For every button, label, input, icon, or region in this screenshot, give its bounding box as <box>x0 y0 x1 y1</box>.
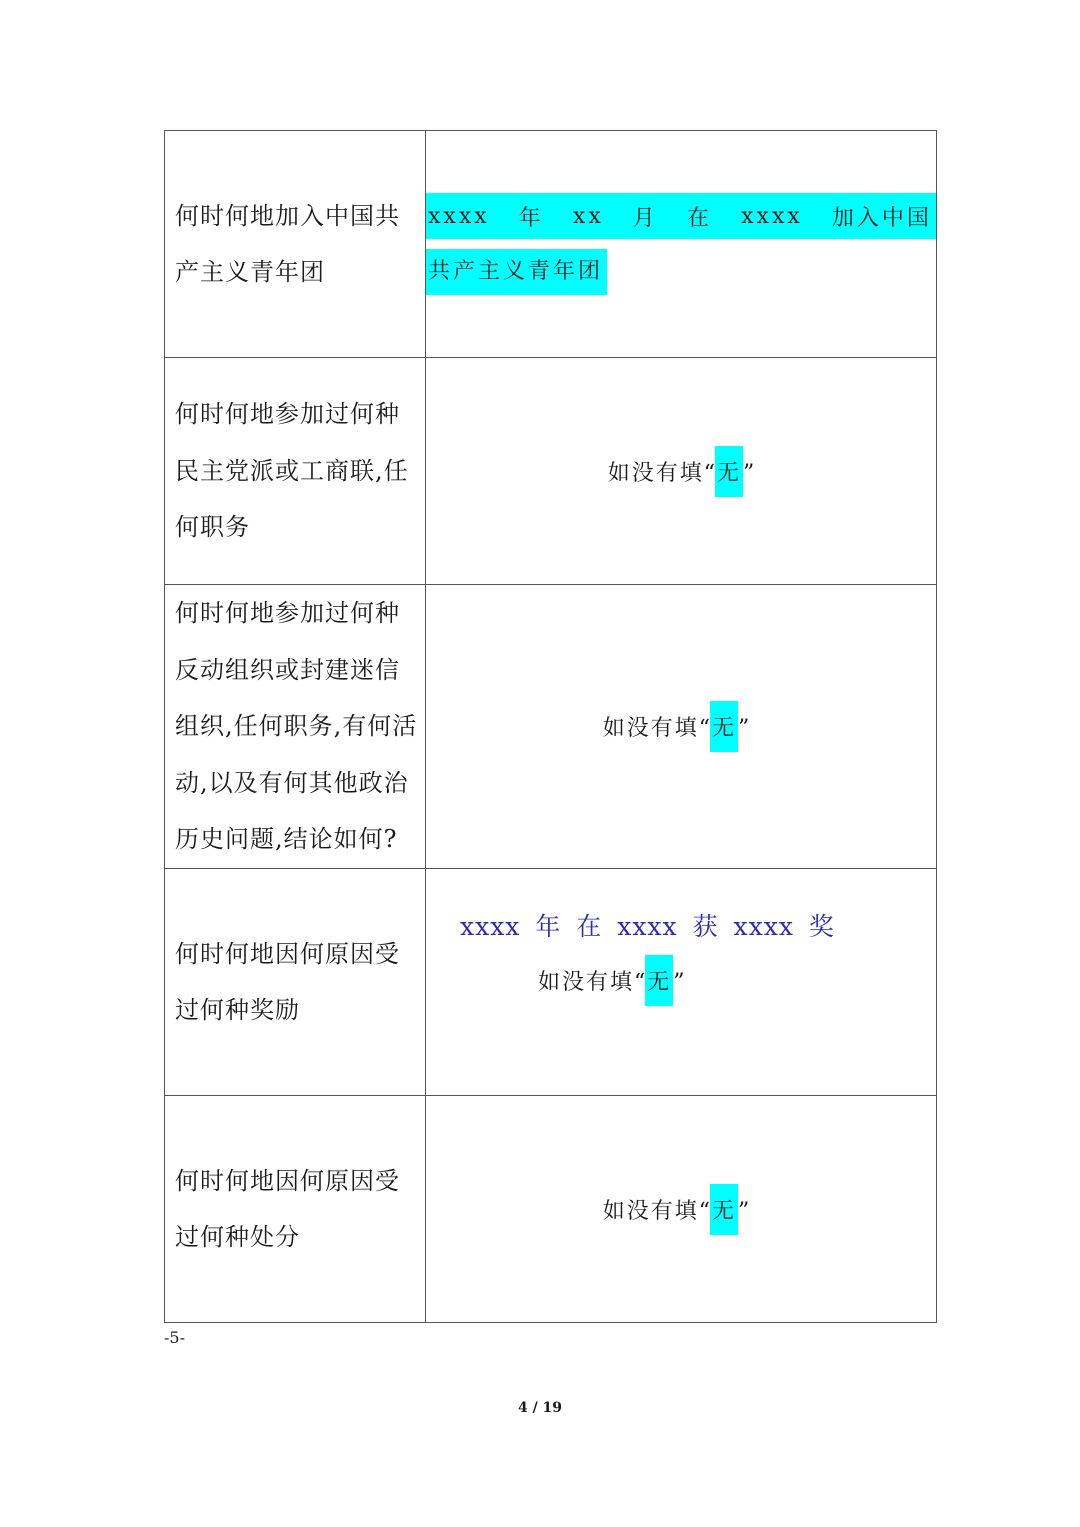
highlighted-none: 无 <box>645 955 673 1006</box>
highlighted-none: 无 <box>715 446 743 497</box>
row-value-punishments <box>426 1096 937 1323</box>
close-quote: ” <box>673 970 685 995</box>
political-history-form-table <box>164 130 937 1323</box>
highlighted-line-2: 共产主义青年团 <box>426 249 607 295</box>
close-quote: ” <box>743 460 755 486</box>
fill-instruction <box>416 701 936 752</box>
table-row <box>165 1096 937 1323</box>
year-unit: 年 <box>518 205 544 231</box>
open-quote: “ <box>698 1198 710 1224</box>
row-label-reactionary-org: 何时何地参加过何种反动组织或封建迷信组织,任何职务,有何活动,以及有何其他政治历史问题,结论如何? <box>165 585 426 869</box>
award-example-text: xxxx 年 在 xxxx 获 xxxx 奖 <box>460 912 835 941</box>
row-label-democratic-party: 何时何地参加过何种民主党派或工商联,任何职务 <box>165 358 426 585</box>
at-word: 在 <box>687 205 713 231</box>
row-value-awards <box>426 869 937 1096</box>
join-text: 加入中国 <box>831 205 932 231</box>
table-row <box>165 585 937 869</box>
month-placeholder: xx <box>572 203 604 229</box>
highlighted-none: 无 <box>710 1184 738 1235</box>
highlighted-line <box>426 193 936 239</box>
table-row <box>165 131 937 358</box>
close-quote: ” <box>738 716 750 741</box>
year-placeholder: xxxx <box>428 203 490 229</box>
pagination-indicator: 4 / 19 <box>517 1400 563 1416</box>
open-quote: “ <box>698 716 710 741</box>
place-placeholder: xxxx <box>741 203 803 229</box>
instruction-text: 如没有填 <box>602 1198 699 1224</box>
fill-instruction <box>538 955 936 1006</box>
close-quote: ” <box>738 1198 750 1224</box>
instruction-text: 如没有填 <box>607 460 704 486</box>
open-quote: “ <box>634 970 646 995</box>
page-number-marker: -5- <box>164 1328 185 1347</box>
table-row <box>165 358 937 585</box>
instruction-text: 如没有填 <box>538 970 635 995</box>
highlighted-none: 无 <box>710 701 738 752</box>
row-label-punishments: 何时何地因何原因受过何种处分 <box>165 1096 426 1323</box>
table-row <box>165 869 937 1096</box>
row-value-democratic-party <box>426 358 937 585</box>
instruction-text: 如没有填 <box>602 716 699 741</box>
row-value-youth-league <box>426 131 937 358</box>
row-label-awards: 何时何地因何原因受过何种奖励 <box>165 869 426 1096</box>
row-label-youth-league: 何时何地加入中国共产主义青年团 <box>165 131 426 358</box>
row-value-reactionary-org <box>426 585 937 869</box>
month-unit: 月 <box>632 205 658 231</box>
fill-instruction <box>416 1184 936 1235</box>
fill-instruction <box>426 446 936 497</box>
open-quote: “ <box>703 460 715 486</box>
